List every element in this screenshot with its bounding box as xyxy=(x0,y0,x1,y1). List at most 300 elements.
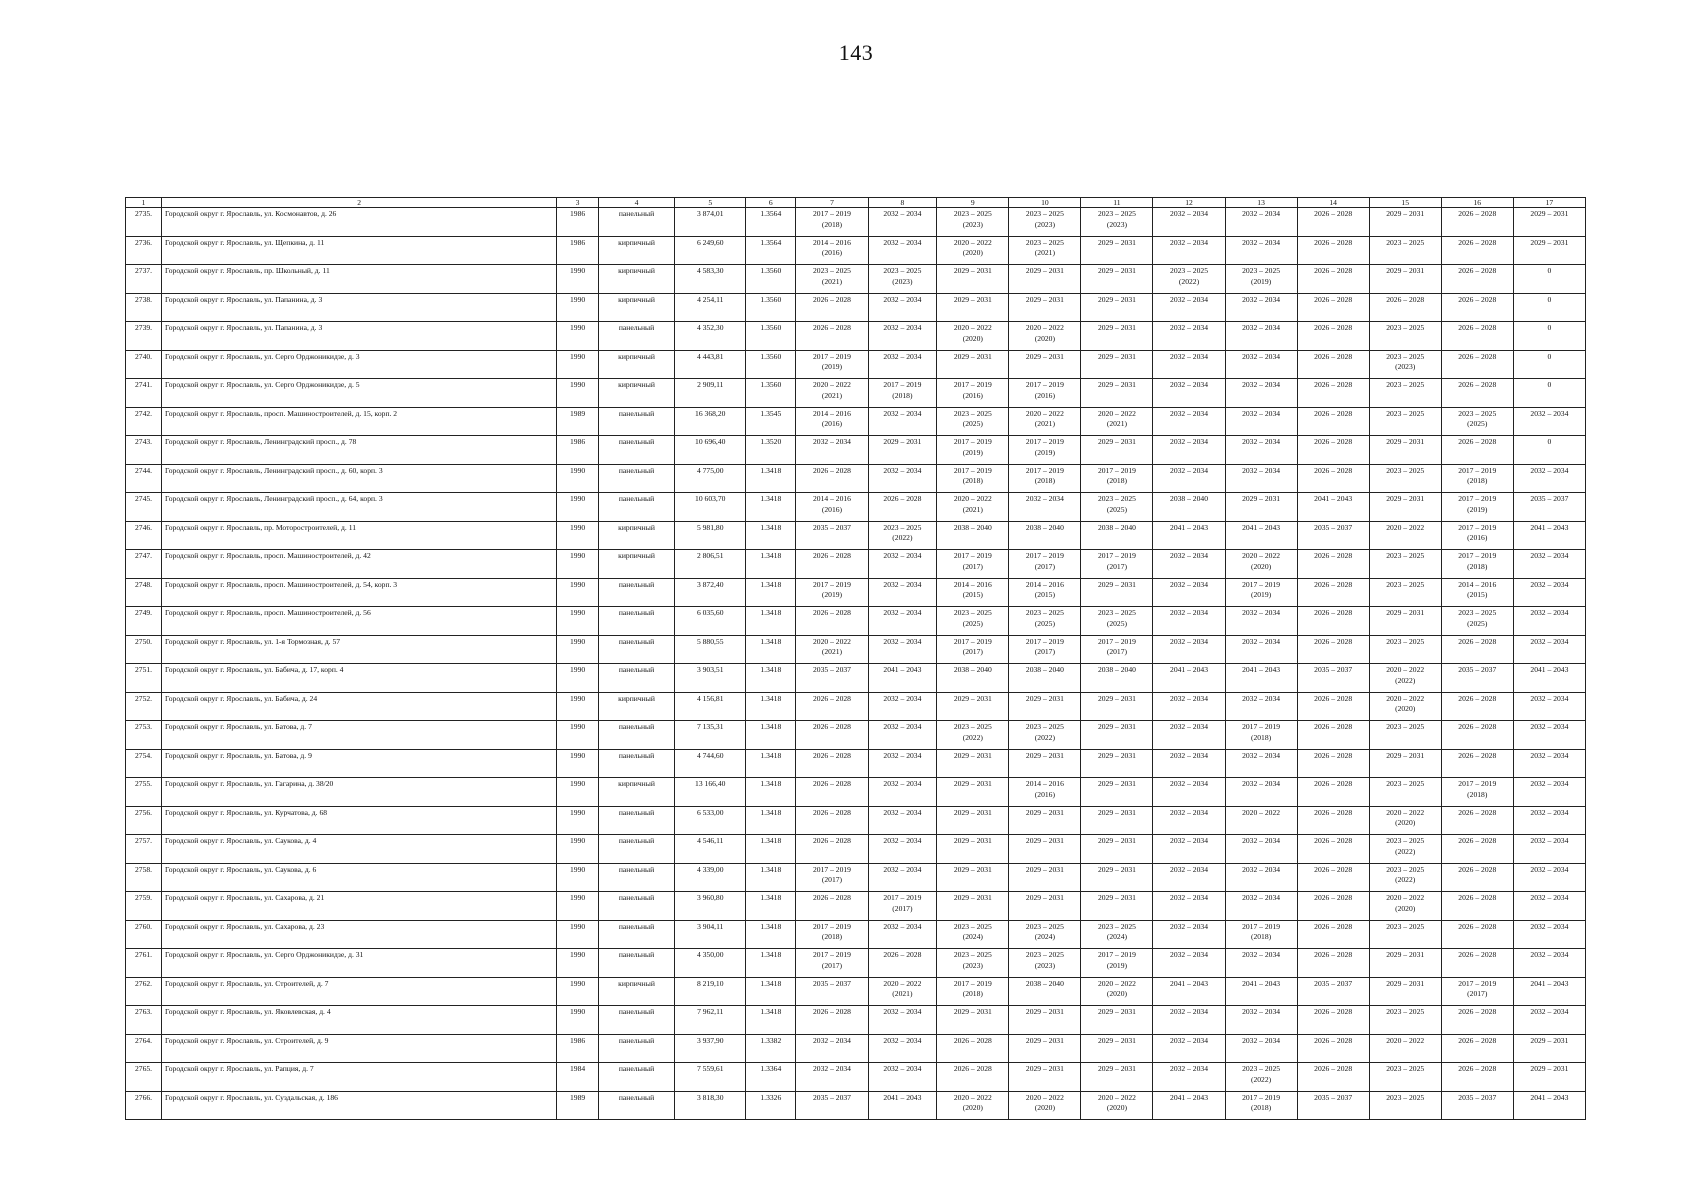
work-period-cell xyxy=(1441,721,1513,750)
period-range: 2026 – 2028 xyxy=(1458,351,1497,361)
period-range: 2017 – 2019 xyxy=(1097,465,1136,475)
period-range: 2032 – 2034 xyxy=(883,1035,922,1045)
period-range: 2032 – 2034 xyxy=(1170,351,1208,361)
period-range: 2017 – 2019 xyxy=(1242,722,1281,732)
period-actual-year: (2017) xyxy=(962,647,983,657)
period-range: 2032 – 2034 xyxy=(1170,693,1208,703)
period-actual-year: (2017) xyxy=(821,960,843,970)
period-range: 2014 – 2016 xyxy=(812,237,851,247)
period-actual-year: (2017) xyxy=(1106,647,1128,657)
period-range: 2026 – 2028 xyxy=(1458,636,1497,646)
work-period-cell xyxy=(1225,806,1297,835)
period-range: 2032 – 2034 xyxy=(1242,608,1281,618)
period-actual-year: (2025) xyxy=(962,419,983,429)
period-actual-year: (2016) xyxy=(1467,533,1488,543)
coefficient-cell: 1.3545 xyxy=(746,407,796,436)
row-number-cell: 2736. xyxy=(126,236,162,265)
period-actual-year: (2018) xyxy=(821,932,843,942)
coefficient-cell: 1.3418 xyxy=(746,635,796,664)
period-range: 2020 – 2022 xyxy=(1242,551,1281,561)
period-actual-year: (2020) xyxy=(1395,704,1416,714)
coefficient-cell: 1.3520 xyxy=(746,436,796,465)
period-actual-year: (2018) xyxy=(821,219,843,229)
work-period-cell xyxy=(1369,1034,1441,1063)
work-period-cell xyxy=(937,692,1009,721)
period-range: 2017 – 2019 xyxy=(812,351,851,361)
coefficient-cell: 1.3418 xyxy=(746,778,796,807)
wall-material-cell: панельный xyxy=(598,1006,674,1035)
period-range: 2035 – 2037 xyxy=(1314,522,1353,532)
period-range: 2035 – 2037 xyxy=(1458,665,1497,675)
year-cell: 1990 xyxy=(557,379,598,408)
row-number-cell: 2735. xyxy=(126,208,162,237)
period-range: 2020 – 2022 xyxy=(953,323,992,333)
period-actual-year: (2018) xyxy=(1250,732,1272,742)
column-header: 10 xyxy=(1009,198,1081,208)
work-period-cell xyxy=(1369,578,1441,607)
period-range: 2029 – 2031 xyxy=(1025,1007,1064,1017)
work-period-cell xyxy=(1153,749,1225,778)
period-range: 2032 – 2034 xyxy=(1242,437,1281,447)
period-range: 2041 – 2043 xyxy=(1530,1092,1569,1102)
period-range: 2029 – 2031 xyxy=(1025,750,1064,760)
work-period-cell xyxy=(937,407,1009,436)
work-period-cell xyxy=(937,208,1009,237)
period-range: 2017 – 2019 xyxy=(953,551,992,561)
period-range: 2017 – 2019 xyxy=(812,921,851,931)
period-range: 2032 – 2034 xyxy=(1170,893,1208,903)
period-range: 2038 – 2040 xyxy=(1097,665,1136,675)
wall-material-cell: кирпичный xyxy=(598,977,674,1006)
work-period-cell xyxy=(868,208,937,237)
period-range: 2023 – 2025 xyxy=(1386,722,1425,732)
wall-material-cell: кирпичный xyxy=(598,521,674,550)
period-range: 2032 – 2034 xyxy=(1170,551,1208,561)
work-period-cell xyxy=(796,607,868,636)
row-number-cell: 2752. xyxy=(126,692,162,721)
period-range: 2032 – 2034 xyxy=(1170,237,1208,247)
work-period-cell xyxy=(796,692,868,721)
work-period-cell xyxy=(1513,265,1585,294)
period-range: 2032 – 2034 xyxy=(1530,579,1569,589)
work-period-cell xyxy=(1513,664,1585,693)
period-range: 2032 – 2034 xyxy=(883,921,922,931)
wall-material-cell: кирпичный xyxy=(598,236,674,265)
year-cell: 1986 xyxy=(557,208,598,237)
work-period-cell xyxy=(1369,236,1441,265)
work-period-cell xyxy=(1369,949,1441,978)
work-period-cell xyxy=(937,464,1009,493)
work-period-cell xyxy=(1009,322,1081,351)
work-period-cell xyxy=(937,350,1009,379)
address-cell: Городской округ г. Ярославль, просп. Машиностроителей, д. 56 xyxy=(162,607,557,636)
period-range: 2026 – 2028 xyxy=(1458,893,1497,903)
period-range: 2026 – 2028 xyxy=(1314,779,1353,789)
coefficient-cell: 1.3560 xyxy=(746,293,796,322)
work-period-cell xyxy=(1153,350,1225,379)
work-period-cell xyxy=(1081,1034,1153,1063)
work-period-cell xyxy=(1369,521,1441,550)
work-period-cell xyxy=(1009,635,1081,664)
period-range: 2029 – 2031 xyxy=(1097,380,1136,390)
period-range: 2026 – 2028 xyxy=(812,807,851,817)
table-row xyxy=(126,521,1586,550)
period-range: 2026 – 2028 xyxy=(1458,1035,1497,1045)
table-row xyxy=(126,863,1586,892)
area-cell: 2 909,11 xyxy=(675,379,746,408)
period-range: 2032 – 2034 xyxy=(1530,722,1569,732)
period-range: 2029 – 2031 xyxy=(953,1007,992,1017)
period-range: 2017 – 2019 xyxy=(1242,1092,1281,1102)
period-range: 2032 – 2034 xyxy=(883,551,922,561)
period-range: 2032 – 2034 xyxy=(1170,323,1208,333)
wall-material-cell: кирпичный xyxy=(598,265,674,294)
coefficient-cell: 1.3560 xyxy=(746,379,796,408)
period-range: 2026 – 2028 xyxy=(1458,380,1497,390)
period-range: 2026 – 2028 xyxy=(1458,864,1497,874)
table-row xyxy=(126,607,1586,636)
period-range: 2032 – 2034 xyxy=(1242,950,1281,960)
period-range: 2029 – 2031 xyxy=(1530,237,1569,247)
period-range: 2029 – 2031 xyxy=(1097,1035,1136,1045)
table-row xyxy=(126,350,1586,379)
period-actual-year: (2019) xyxy=(1467,504,1488,514)
work-period-cell xyxy=(1513,493,1585,522)
period-range: 2023 – 2025 xyxy=(1097,209,1136,219)
wall-material-cell: панельный xyxy=(598,578,674,607)
year-cell: 1990 xyxy=(557,1006,598,1035)
work-period-cell xyxy=(937,293,1009,322)
period-range: 2026 – 2028 xyxy=(1314,608,1353,618)
work-period-cell xyxy=(868,1063,937,1092)
period-actual-year: (2019) xyxy=(821,362,843,372)
wall-material-cell: панельный xyxy=(598,664,674,693)
work-period-cell xyxy=(1513,977,1585,1006)
schedule-table xyxy=(125,197,1586,1120)
work-period-cell xyxy=(796,892,868,921)
period-actual-year: (2017) xyxy=(1106,561,1128,571)
period-range: 2017 – 2019 xyxy=(1097,636,1136,646)
area-cell: 4 254,11 xyxy=(675,293,746,322)
period-range: 2029 – 2031 xyxy=(1097,1007,1136,1017)
work-period-cell xyxy=(1081,493,1153,522)
period-range: 2032 – 2034 xyxy=(883,722,922,732)
table-row xyxy=(126,664,1586,693)
period-range: 2032 – 2034 xyxy=(1530,864,1569,874)
work-period-cell xyxy=(1081,208,1153,237)
period-range: 2026 – 2028 xyxy=(1314,1007,1353,1017)
period-actual-year: (2018) xyxy=(1467,561,1488,571)
address-cell: Городской округ г. Ярославль, ул. 1-я Тормозная, д. 57 xyxy=(162,635,557,664)
period-range: 2041 – 2043 xyxy=(1170,1092,1208,1102)
work-period-cell xyxy=(1081,293,1153,322)
work-period-cell xyxy=(1153,493,1225,522)
work-period-cell xyxy=(1225,863,1297,892)
wall-material-cell: панельный xyxy=(598,835,674,864)
period-actual-year: (2021) xyxy=(892,989,913,999)
period-range: 2020 – 2022 xyxy=(1025,323,1064,333)
work-period-cell xyxy=(868,1006,937,1035)
period-range: 2041 – 2043 xyxy=(1530,522,1569,532)
coefficient-cell: 1.3564 xyxy=(746,208,796,237)
period-range: 0 xyxy=(1547,380,1552,390)
period-range: 2029 – 2031 xyxy=(1530,1035,1569,1045)
work-period-cell xyxy=(1441,635,1513,664)
period-actual-year: (2021) xyxy=(1034,419,1055,429)
period-range: 2029 – 2031 xyxy=(1097,294,1136,304)
period-range: 2026 – 2028 xyxy=(1458,722,1497,732)
row-number-cell: 2765. xyxy=(126,1063,162,1092)
period-range: 2032 – 2034 xyxy=(1530,893,1569,903)
work-period-cell xyxy=(796,379,868,408)
work-period-cell xyxy=(1153,322,1225,351)
work-period-cell xyxy=(1081,1006,1153,1035)
table-row xyxy=(126,293,1586,322)
work-period-cell xyxy=(937,493,1009,522)
work-period-cell xyxy=(1297,379,1369,408)
coefficient-cell: 1.3418 xyxy=(746,977,796,1006)
period-range: 2017 – 2019 xyxy=(1458,551,1497,561)
period-range: 2026 – 2028 xyxy=(1314,579,1353,589)
period-range: 2023 – 2025 xyxy=(1386,237,1425,247)
column-header: 15 xyxy=(1369,198,1441,208)
period-range: 2029 – 2031 xyxy=(953,693,992,703)
year-cell: 1990 xyxy=(557,806,598,835)
work-period-cell xyxy=(1009,293,1081,322)
work-period-cell xyxy=(1441,578,1513,607)
period-range: 2014 – 2016 xyxy=(812,494,851,504)
period-range: 2029 – 2031 xyxy=(1097,893,1136,903)
address-cell: Городской округ г. Ярославль, ул. Серго Орджоникидзе, д. 5 xyxy=(162,379,557,408)
period-range: 2026 – 2028 xyxy=(1314,950,1353,960)
period-actual-year: (2019) xyxy=(821,590,843,600)
area-cell: 3 937,90 xyxy=(675,1034,746,1063)
work-period-cell xyxy=(1153,1063,1225,1092)
wall-material-cell: панельный xyxy=(598,1091,674,1120)
year-cell: 1990 xyxy=(557,293,598,322)
period-range: 2029 – 2031 xyxy=(1097,266,1136,276)
year-cell: 1990 xyxy=(557,977,598,1006)
period-actual-year: (2022) xyxy=(1395,846,1416,856)
period-range: 2017 – 2019 xyxy=(953,437,992,447)
area-cell: 4 775,00 xyxy=(675,464,746,493)
period-range: 2014 – 2016 xyxy=(953,579,992,589)
work-period-cell xyxy=(1369,493,1441,522)
row-number-cell: 2762. xyxy=(126,977,162,1006)
row-number-cell: 2742. xyxy=(126,407,162,436)
work-period-cell xyxy=(937,236,1009,265)
period-range: 2032 – 2034 xyxy=(1170,437,1208,447)
work-period-cell xyxy=(1225,350,1297,379)
period-range: 2026 – 2028 xyxy=(812,836,851,846)
year-cell: 1990 xyxy=(557,949,598,978)
period-actual-year: (2017) xyxy=(1034,647,1055,657)
work-period-cell xyxy=(1225,1091,1297,1120)
work-period-cell xyxy=(1153,1034,1225,1063)
period-range: 2038 – 2040 xyxy=(1097,522,1136,532)
work-period-cell xyxy=(1225,892,1297,921)
period-range: 2023 – 2025 xyxy=(1025,237,1064,247)
period-range: 2014 – 2016 xyxy=(1025,579,1064,589)
period-range: 2038 – 2040 xyxy=(1025,978,1064,988)
wall-material-cell: панельный xyxy=(598,806,674,835)
period-range: 2023 – 2025 xyxy=(1386,921,1425,931)
year-cell: 1990 xyxy=(557,892,598,921)
coefficient-cell: 1.3418 xyxy=(746,949,796,978)
address-cell: Городской округ г. Ярославль, ул. Курчатова, д. 68 xyxy=(162,806,557,835)
period-actual-year: (2023) xyxy=(962,219,983,229)
period-range: 2020 – 2022 xyxy=(953,1092,992,1102)
address-cell: Городской округ г. Ярославль, пр. Моторостроителей, д. 11 xyxy=(162,521,557,550)
year-cell: 1990 xyxy=(557,521,598,550)
work-period-cell xyxy=(1369,920,1441,949)
period-range: 2038 – 2040 xyxy=(953,522,992,532)
period-range: 2023 – 2025 xyxy=(1386,1007,1425,1017)
period-range: 2026 – 2028 xyxy=(1458,237,1497,247)
table-row xyxy=(126,806,1586,835)
period-range: 2032 – 2034 xyxy=(1170,579,1208,589)
work-period-cell xyxy=(1081,692,1153,721)
work-period-cell xyxy=(1441,208,1513,237)
address-cell: Городской округ г. Ярославль, ул. Сахарова, д. 23 xyxy=(162,920,557,949)
period-range: 2032 – 2034 xyxy=(1170,779,1208,789)
table-row xyxy=(126,749,1586,778)
period-range: 2026 – 2028 xyxy=(812,551,851,561)
period-range: 2017 – 2019 xyxy=(883,380,922,390)
work-period-cell xyxy=(1081,379,1153,408)
work-period-cell xyxy=(1297,493,1369,522)
table-row xyxy=(126,265,1586,294)
work-period-cell xyxy=(1513,464,1585,493)
work-period-cell xyxy=(1297,607,1369,636)
period-range: 2014 – 2016 xyxy=(812,408,851,418)
work-period-cell xyxy=(868,265,937,294)
period-range: 2014 – 2016 xyxy=(1025,779,1064,789)
column-header: 7 xyxy=(796,198,868,208)
period-range: 2023 – 2025 xyxy=(953,608,992,618)
period-range: 2032 – 2034 xyxy=(1530,608,1569,618)
period-range: 2017 – 2019 xyxy=(1025,636,1064,646)
column-header: 8 xyxy=(868,198,937,208)
work-period-cell xyxy=(1225,550,1297,579)
address-cell: Городской округ г. Ярославль, просп. Машиностроителей, д. 15, корп. 2 xyxy=(162,407,557,436)
work-period-cell xyxy=(937,1091,1009,1120)
table-row xyxy=(126,407,1586,436)
year-cell: 1990 xyxy=(557,692,598,721)
period-range: 2029 – 2031 xyxy=(1025,864,1064,874)
period-range: 2026 – 2028 xyxy=(812,893,851,903)
work-period-cell xyxy=(1513,521,1585,550)
period-range: 2032 – 2034 xyxy=(1530,551,1569,561)
work-period-cell xyxy=(1441,863,1513,892)
period-actual-year: (2019) xyxy=(1034,447,1055,457)
work-period-cell xyxy=(1513,436,1585,465)
work-period-cell xyxy=(1153,464,1225,493)
period-actual-year: (2022) xyxy=(962,732,983,742)
work-period-cell xyxy=(796,635,868,664)
column-header: 2 xyxy=(162,198,557,208)
table-row xyxy=(126,977,1586,1006)
work-period-cell xyxy=(1081,236,1153,265)
period-range: 2026 – 2028 xyxy=(1458,323,1497,333)
work-period-cell xyxy=(937,578,1009,607)
period-actual-year: (2023) xyxy=(892,276,913,286)
work-period-cell xyxy=(868,578,937,607)
coefficient-cell: 1.3382 xyxy=(746,1034,796,1063)
period-range: 2029 – 2031 xyxy=(953,836,992,846)
period-range: 2017 – 2019 xyxy=(1097,950,1136,960)
address-cell: Городской округ г. Ярославль, Ленинградский просп., д. 64, корп. 3 xyxy=(162,493,557,522)
period-range: 2017 – 2019 xyxy=(1458,779,1497,789)
work-period-cell xyxy=(1513,806,1585,835)
period-range: 2029 – 2031 xyxy=(1097,750,1136,760)
period-range: 2026 – 2028 xyxy=(1314,636,1353,646)
period-range: 2026 – 2028 xyxy=(1314,380,1353,390)
work-period-cell xyxy=(1297,1006,1369,1035)
year-cell: 1990 xyxy=(557,550,598,579)
work-period-cell xyxy=(1081,265,1153,294)
address-cell: Городской округ г. Ярославль, ул. Саукова, д. 6 xyxy=(162,863,557,892)
work-period-cell xyxy=(1369,863,1441,892)
work-period-cell xyxy=(1225,265,1297,294)
work-period-cell xyxy=(1153,721,1225,750)
period-range: 2023 – 2025 xyxy=(1386,864,1425,874)
work-period-cell xyxy=(1153,578,1225,607)
period-range: 2029 – 2031 xyxy=(953,266,992,276)
period-range: 2029 – 2031 xyxy=(1097,807,1136,817)
address-cell: Городской округ г. Ярославль, ул. Суздальская, д. 186 xyxy=(162,1091,557,1120)
period-range: 2032 – 2034 xyxy=(1530,636,1569,646)
work-period-cell xyxy=(1369,1006,1441,1035)
table-row xyxy=(126,464,1586,493)
row-number-cell: 2745. xyxy=(126,493,162,522)
column-header: 13 xyxy=(1225,198,1297,208)
work-period-cell xyxy=(1081,578,1153,607)
work-period-cell xyxy=(1297,977,1369,1006)
work-period-cell xyxy=(1513,692,1585,721)
period-range: 2026 – 2028 xyxy=(812,722,851,732)
work-period-cell xyxy=(1009,721,1081,750)
work-period-cell xyxy=(1297,236,1369,265)
column-header: 4 xyxy=(598,198,674,208)
work-period-cell xyxy=(1513,835,1585,864)
period-actual-year: (2017) xyxy=(892,903,913,913)
period-range: 2032 – 2034 xyxy=(883,408,922,418)
period-range: 2032 – 2034 xyxy=(1170,636,1208,646)
row-number-cell: 2757. xyxy=(126,835,162,864)
coefficient-cell: 1.3418 xyxy=(746,607,796,636)
work-period-cell xyxy=(1153,236,1225,265)
period-range: 2029 – 2031 xyxy=(1386,437,1425,447)
area-cell: 7 962,11 xyxy=(675,1006,746,1035)
coefficient-cell: 1.3418 xyxy=(746,578,796,607)
period-range: 2032 – 2034 xyxy=(1170,750,1208,760)
area-cell: 5 880,55 xyxy=(675,635,746,664)
work-period-cell xyxy=(1225,607,1297,636)
area-cell: 4 339,00 xyxy=(675,863,746,892)
period-range: 2032 – 2034 xyxy=(883,750,922,760)
year-cell: 1986 xyxy=(557,236,598,265)
period-range: 2032 – 2034 xyxy=(1242,408,1281,418)
period-range: 2032 – 2034 xyxy=(1170,950,1208,960)
period-range: 2017 – 2019 xyxy=(1097,551,1136,561)
work-period-cell xyxy=(1513,920,1585,949)
row-number-cell: 2758. xyxy=(126,863,162,892)
work-period-cell xyxy=(1369,293,1441,322)
row-number-cell: 2737. xyxy=(126,265,162,294)
work-period-cell xyxy=(796,1063,868,1092)
period-range: 2026 – 2028 xyxy=(1314,722,1353,732)
